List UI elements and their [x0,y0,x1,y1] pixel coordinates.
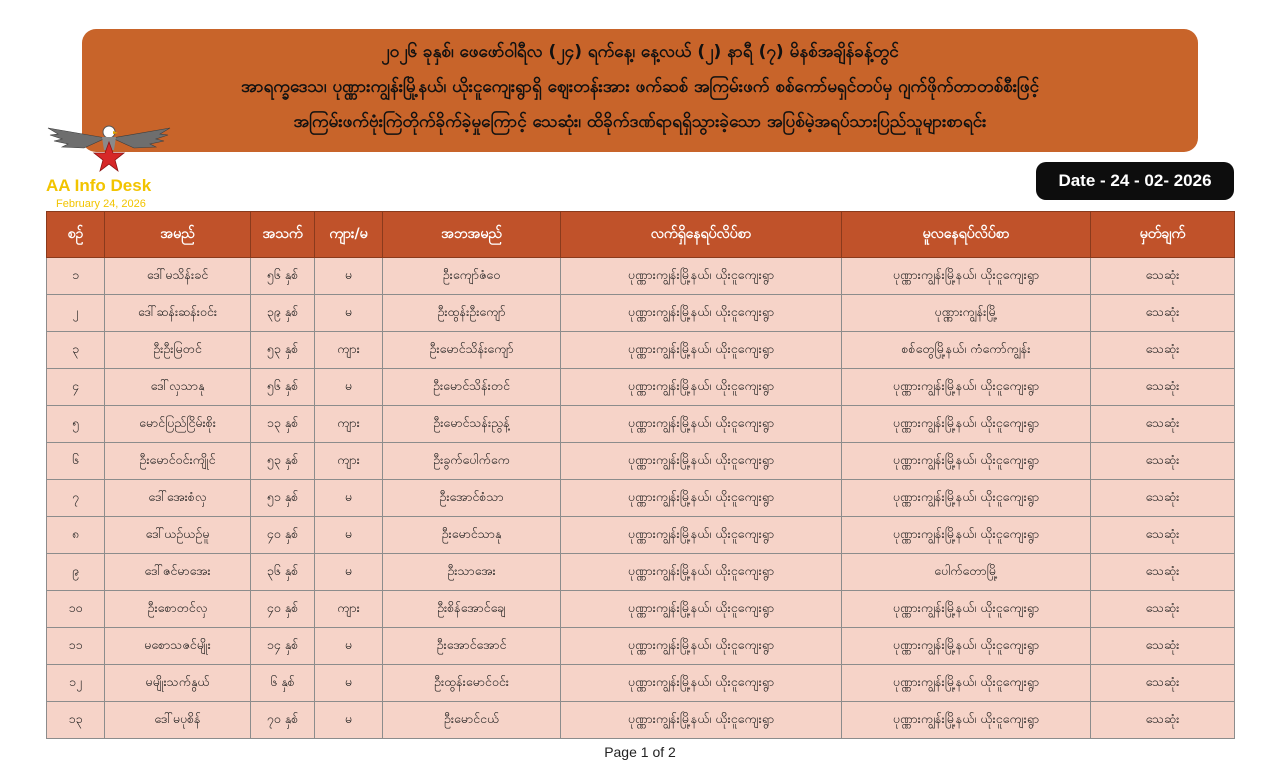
cell-serial: ၂ [47,295,105,332]
cell-native-address: ပုဏ္ဏားကျွန်းမြို့နယ်၊ ယိုးငူကျေးရွာ [842,591,1091,628]
column-header-current-address: လက်ရှိနေရပ်လိပ်စာ [561,212,842,258]
cell-sex: မ [315,702,383,739]
cell-age: ၃၆ နှစ် [251,554,315,591]
cell-native-address: ပုဏ္ဏားကျွန်းမြို့ [842,295,1091,332]
cell-father-name: ဦးထွန်းမောင်ဝင်း [383,665,561,702]
cell-serial: ၆ [47,443,105,480]
cell-father-name: ဦးစိန်အောင်ချေ [383,591,561,628]
cell-name: ဒေါ်မပုစိန် [105,702,251,739]
cell-native-address: ပုဏ္ဏားကျွန်းမြို့နယ်၊ ယိုးငူကျေးရွာ [842,702,1091,739]
table-row [47,443,1235,480]
aa-info-desk-logo [44,120,174,215]
cell-remark: သေဆုံး [1091,591,1235,628]
page-number: Page 1 of 2 [604,744,676,760]
table-row [47,554,1235,591]
cell-name: ဦးဦးမြတင် [105,332,251,369]
cell-age: ၁၃ နှစ် [251,406,315,443]
cell-native-address: ပုဏ္ဏားကျွန်းမြို့နယ်၊ ယိုးငူကျေးရွာ [842,628,1091,665]
cell-remark: သေဆုံး [1091,258,1235,295]
cell-sex: မ [315,554,383,591]
cell-age: ၄၀ နှစ် [251,517,315,554]
cell-serial: ၉ [47,554,105,591]
column-header-serial: စဉ် [47,212,105,258]
cell-serial: ၁၃ [47,702,105,739]
table-row [47,369,1235,406]
cell-remark: သေဆုံး [1091,702,1235,739]
cell-father-name: ဦးအောင်အောင် [383,628,561,665]
column-header-remark: မှတ်ချက် [1091,212,1235,258]
cell-serial: ၅ [47,406,105,443]
cell-serial: ၈ [47,517,105,554]
table-row [47,517,1235,554]
cell-father-name: ဦးမောင်သိန်းကျော် [383,332,561,369]
cell-current-address: ပုဏ္ဏားကျွန်းမြို့နယ်၊ ယိုးငူကျေးရွာ [561,517,842,554]
cell-father-name: ဦးမောင်သိန်းတင် [383,369,561,406]
cell-remark: သေဆုံး [1091,443,1235,480]
cell-native-address: ပုဏ္ဏားကျွန်းမြို့နယ်၊ ယိုးငူကျေးရွာ [842,443,1091,480]
cell-father-name: ဦးထွန်းဦးကျော် [383,295,561,332]
cell-sex: ကျား [315,591,383,628]
cell-sex: ကျား [315,406,383,443]
cell-father-name: ဦးမောင်သာနု [383,517,561,554]
cell-remark: သေဆုံး [1091,332,1235,369]
cell-current-address: ပုဏ္ဏားကျွန်းမြို့နယ်၊ ယိုးငူကျေးရွာ [561,258,842,295]
cell-name: ဒေါ်လှသာနု [105,369,251,406]
cell-name: ဒေါ်အေးစံလှ [105,480,251,517]
table-row [47,702,1235,739]
cell-father-name: ဦးမောင်ငယ် [383,702,561,739]
cell-remark: သေဆုံး [1091,406,1235,443]
cell-name: မမျိုးသက်နွယ် [105,665,251,702]
cell-remark: သေဆုံး [1091,517,1235,554]
title-banner [82,29,1198,152]
column-header-sex: ကျား/မ [315,212,383,258]
table-row [47,591,1235,628]
cell-age: ၅၆ နှစ် [251,258,315,295]
logo-brand-text: AA Info Desk [46,176,152,195]
cell-current-address: ပုဏ္ဏားကျွန်းမြို့နယ်၊ ယိုးငူကျေးရွာ [561,406,842,443]
cell-name: ဦးစောတင်လှ [105,591,251,628]
cell-sex: မ [315,628,383,665]
table-row [47,480,1235,517]
title-line-1: ၂၀၂၆ ခုနှစ်၊ ဖေဖော်ဝါရီလ (၂၄) ရက်နေ့၊ နေ့လယ် (၂) နာရီ (၇) မိနစ်အချိန်ခန့်တွင် [381,42,899,62]
cell-age: ၅၃ နှစ် [251,443,315,480]
cell-remark: သေဆုံး [1091,480,1235,517]
column-header-native-address: မူလနေရပ်လိပ်စာ [842,212,1091,258]
cell-remark: သေဆုံး [1091,295,1235,332]
cell-name: ဒေါ်မသိန်းခင် [105,258,251,295]
cell-age: ၃၉ နှစ် [251,295,315,332]
cell-native-address: ပုဏ္ဏားကျွန်းမြို့နယ်၊ ယိုးငူကျေးရွာ [842,517,1091,554]
cell-father-name: ဦးသာအေး [383,554,561,591]
cell-current-address: ပုဏ္ဏားကျွန်းမြို့နယ်၊ ယိုးငူကျေးရွာ [561,665,842,702]
table-row [47,295,1235,332]
table-row [47,628,1235,665]
cell-current-address: ပုဏ္ဏားကျွန်းမြို့နယ်၊ ယိုးငူကျေးရွာ [561,591,842,628]
cell-age: ၅၃ နှစ် [251,332,315,369]
cell-name: မစောသဇင်မျိုး [105,628,251,665]
cell-native-address: ပေါက်တောမြို့ [842,554,1091,591]
cell-name: ဒေါ်ယဉ်ယဉ်မူ [105,517,251,554]
cell-serial: ၇ [47,480,105,517]
cell-remark: သေဆုံး [1091,369,1235,406]
cell-serial: ၁၀ [47,591,105,628]
cell-sex: မ [315,369,383,406]
cell-age: ၇၀ နှစ် [251,702,315,739]
cell-serial: ၄ [47,369,105,406]
cell-current-address: ပုဏ္ဏားကျွန်းမြို့နယ်၊ ယိုးငူကျေးရွာ [561,628,842,665]
cell-age: ၅၆ နှစ် [251,369,315,406]
table-header-row [47,212,1235,258]
cell-remark: သေဆုံး [1091,554,1235,591]
cell-name: ဒေါ်ဆန်းဆန်းဝင်း [105,295,251,332]
cell-age: ၁၄ နှစ် [251,628,315,665]
title-line-2: အာရက္ခဒေသ၊ ပုဏ္ဏားကျွန်းမြို့နယ်၊ ယိုးငူကျေးရွာရှိ ဈေးတန်းအား ဖက်ဆစ် အကြမ်းဖက် စစ်ကော်မရှင်တပ်မှ ဂျက်ဖိုက်တာတစ်စီးဖြင့် [240,77,1040,97]
table-body [47,258,1235,739]
cell-current-address: ပုဏ္ဏားကျွန်းမြို့နယ်၊ ယိုးငူကျေးရွာ [561,480,842,517]
cell-father-name: ဦးကျော်ဇံဝေ [383,258,561,295]
column-header-age: အသက် [251,212,315,258]
cell-current-address: ပုဏ္ဏားကျွန်းမြို့နယ်၊ ယိုးငူကျေးရွာ [561,554,842,591]
table-row [47,332,1235,369]
cell-father-name: ဦးမောင်သန်းညွန့် [383,406,561,443]
logo-date-text: February 24, 2026 [56,198,146,210]
cell-sex: မ [315,665,383,702]
column-header-name: အမည် [105,212,251,258]
table-row [47,258,1235,295]
date-badge: Date - 24 - 02- 2026 [1036,162,1234,200]
cell-age: ၆ နှစ် [251,665,315,702]
cell-remark: သေဆုံး [1091,628,1235,665]
cell-remark: သေဆုံး [1091,665,1235,702]
cell-father-name: ဦးအောင်စံသာ [383,480,561,517]
eagle-star-emblem-icon [44,120,174,180]
cell-sex: မ [315,258,383,295]
cell-serial: ၃ [47,332,105,369]
cell-name: ဦးမောင်ဝင်းကျိုင် [105,443,251,480]
cell-name: မောင်ပြည်ငြိမ်းစိုး [105,406,251,443]
cell-sex: ကျား [315,332,383,369]
table-row [47,406,1235,443]
cell-serial: ၁ [47,258,105,295]
cell-sex: မ [315,480,383,517]
cell-name: ဒေါ်ဇင်မာအေး [105,554,251,591]
cell-native-address: ပုဏ္ဏားကျွန်းမြို့နယ်၊ ယိုးငူကျေးရွာ [842,665,1091,702]
cell-native-address: ပုဏ္ဏားကျွန်းမြို့နယ်၊ ယိုးငူကျေးရွာ [842,258,1091,295]
cell-native-address: ပုဏ္ဏားကျွန်းမြို့နယ်၊ ယိုးငူကျေးရွာ [842,406,1091,443]
cell-sex: ကျား [315,443,383,480]
casualty-table-container [46,211,1234,739]
cell-current-address: ပုဏ္ဏားကျွန်းမြို့နယ်၊ ယိုးငူကျေးရွာ [561,369,842,406]
cell-sex: မ [315,295,383,332]
cell-father-name: ဦးခွက်ပေါက်ကေ [383,443,561,480]
cell-current-address: ပုဏ္ဏားကျွန်းမြို့နယ်၊ ယိုးငူကျေးရွာ [561,702,842,739]
cell-age: ၄၀ နှစ် [251,591,315,628]
cell-current-address: ပုဏ္ဏားကျွန်းမြို့နယ်၊ ယိုးငူကျေးရွာ [561,332,842,369]
cell-age: ၅၁ နှစ် [251,480,315,517]
cell-native-address: ပုဏ္ဏားကျွန်းမြို့နယ်၊ ယိုးငူကျေးရွာ [842,369,1091,406]
cell-current-address: ပုဏ္ဏားကျွန်းမြို့နယ်၊ ယိုးငူကျေးရွာ [561,295,842,332]
casualty-table [46,211,1235,739]
column-header-father-name: အဘအမည် [383,212,561,258]
cell-current-address: ပုဏ္ဏားကျွန်းမြို့နယ်၊ ယိုးငူကျေးရွာ [561,443,842,480]
cell-native-address: စစ်တွေမြို့နယ်၊ ကံကော်ကျွန်း [842,332,1091,369]
title-line-3: အကြမ်းဖက်ဗုံးကြဲတိုက်ခိုက်ခဲ့မှုကြောင့် သေဆုံး၊ ထိခိုက်ဒဏ်ရာရရှိသွားခဲ့သော အပြစ်မဲ့အရပ်သားပြည်သူများစာရင်း [293,112,987,132]
cell-native-address: ပုဏ္ဏားကျွန်းမြို့နယ်၊ ယိုးငူကျေးရွာ [842,480,1091,517]
cell-serial: ၁၁ [47,628,105,665]
table-row [47,665,1235,702]
cell-serial: ၁၂ [47,665,105,702]
cell-sex: မ [315,517,383,554]
